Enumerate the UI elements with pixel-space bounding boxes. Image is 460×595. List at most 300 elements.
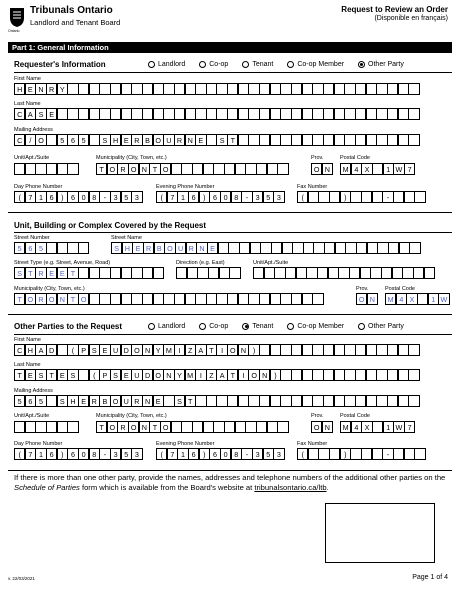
char-box: ( (67, 344, 78, 356)
unit-covered-postal-field[interactable] (385, 293, 449, 305)
street-number-field[interactable] (14, 242, 89, 254)
char-box: S (35, 108, 46, 120)
char-box (355, 83, 366, 95)
char-box (67, 242, 78, 254)
org-name: Tribunals Ontario (30, 5, 113, 16)
note-text-middle: form which is available from the Board's website at (79, 482, 255, 492)
char-box (291, 293, 302, 305)
char-box (280, 293, 291, 305)
divider (14, 72, 452, 73)
day-phone-label: Day Phone Number (14, 184, 63, 190)
mailing-address-label: Mailing Address (14, 127, 53, 133)
other-day-phone-label: Day Phone Number (14, 441, 63, 447)
other-evening-phone-field[interactable] (156, 448, 284, 460)
divider (14, 334, 452, 335)
char-box (256, 421, 267, 433)
char-box (296, 267, 307, 279)
char-box: R (35, 267, 46, 279)
char-box (229, 267, 240, 279)
char-box: 3 (252, 448, 263, 460)
char-box (192, 163, 203, 175)
char-box: W (393, 421, 404, 433)
char-box (302, 395, 313, 407)
other-party-role-radio-co-op-member[interactable] (287, 323, 344, 330)
unit-covered-municipality-field[interactable] (14, 293, 323, 305)
other-postal-field[interactable] (340, 421, 415, 433)
char-box (408, 344, 419, 356)
char-box: O (248, 369, 259, 381)
char-box: 6 (46, 191, 57, 203)
char-box: S (110, 369, 121, 381)
char-box: T (149, 421, 160, 433)
char-box (259, 134, 270, 146)
char-box: O (25, 293, 36, 305)
char-box (238, 108, 249, 120)
char-box (312, 344, 323, 356)
requester-evening-phone-field[interactable] (156, 191, 284, 203)
char-box: U (175, 242, 186, 254)
char-box (376, 344, 387, 356)
other-postal-label: Postal Code (340, 413, 370, 419)
divider (8, 314, 452, 315)
char-box (213, 421, 224, 433)
char-box: S (216, 134, 227, 146)
document-title: Request to Review an Order (341, 5, 448, 14)
requester-role-radio-landlord[interactable] (148, 61, 185, 68)
char-box (78, 242, 89, 254)
version-label: v. 22/03/2021 (8, 576, 35, 581)
char-box (360, 267, 371, 279)
char-box: T (67, 267, 78, 279)
char-box (185, 293, 196, 305)
requester-mailing-address-field[interactable] (14, 134, 419, 146)
char-box: 5 (57, 134, 68, 146)
char-box (280, 108, 291, 120)
requester-postal-field[interactable] (340, 163, 415, 175)
unit-covered-prov-field[interactable] (356, 293, 377, 305)
part-1-heading: Part 1: General Information (8, 42, 452, 53)
char-box (267, 421, 278, 433)
other-parties-heading: Other Parties to the Request (14, 322, 123, 331)
char-box (270, 134, 281, 146)
char-box (174, 293, 185, 305)
char-box (163, 83, 174, 95)
char-box (409, 242, 420, 254)
char-box (312, 108, 323, 120)
char-box: O (160, 421, 171, 433)
char-box (355, 369, 366, 381)
other-evening-phone-label: Evening Phone Number (156, 441, 215, 447)
first-name-label: First Name (14, 76, 41, 82)
char-box (302, 108, 313, 120)
char-box (280, 134, 291, 146)
char-box: C (14, 108, 25, 120)
street-type-field[interactable] (14, 267, 163, 279)
char-box: M (340, 421, 351, 433)
other-unit-field[interactable] (14, 421, 78, 433)
char-box: O (227, 344, 238, 356)
char-box (206, 134, 217, 146)
char-box (121, 83, 132, 95)
char-box: M (185, 369, 196, 381)
char-box: I (238, 369, 249, 381)
char-box (274, 267, 285, 279)
char-box (153, 108, 164, 120)
char-box (372, 191, 383, 203)
char-box: 6 (67, 448, 78, 460)
char-box: P (78, 344, 89, 356)
char-box: 5 (263, 448, 274, 460)
char-box: D (46, 344, 57, 356)
char-box (334, 134, 345, 146)
char-box: 7 (25, 191, 36, 203)
char-box (216, 108, 227, 120)
char-box: U (131, 369, 142, 381)
char-box: 7 (404, 421, 415, 433)
char-box: N (57, 293, 68, 305)
char-box: T (67, 293, 78, 305)
char-box: 5 (35, 242, 46, 254)
radio-circle-icon (287, 61, 294, 68)
char-box: S (14, 267, 25, 279)
char-box: A (195, 344, 206, 356)
char-box (323, 108, 334, 120)
char-box: ) (270, 369, 281, 381)
other-prov-label: Prov. (311, 413, 324, 419)
char-box (218, 242, 229, 254)
char-box (344, 134, 355, 146)
other-fax-field[interactable] (297, 448, 425, 460)
char-box (238, 83, 249, 95)
char-box (89, 108, 100, 120)
char-box (213, 163, 224, 175)
other-municipality-field[interactable] (96, 421, 288, 433)
char-box (219, 267, 230, 279)
char-box (349, 267, 360, 279)
char-box (187, 267, 198, 279)
char-box (181, 421, 192, 433)
char-box (376, 108, 387, 120)
char-box (245, 421, 256, 433)
requester-role-radio-other-party[interactable] (358, 61, 404, 68)
char-box (291, 108, 302, 120)
char-box: T (185, 395, 196, 407)
char-box (227, 293, 238, 305)
other-prov-field[interactable] (311, 421, 332, 433)
char-box: 8 (231, 191, 242, 203)
char-box (387, 369, 398, 381)
other-party-role-radio-label: Tenant (252, 323, 274, 330)
char-box (185, 108, 196, 120)
char-box (387, 83, 398, 95)
char-box (46, 163, 57, 175)
char-box (67, 108, 78, 120)
char-box: U (110, 344, 121, 356)
char-box (99, 267, 110, 279)
other-last-name-field[interactable] (14, 369, 419, 381)
char-box: N (163, 369, 174, 381)
other-party-role-radio-landlord[interactable] (148, 323, 185, 330)
char-box: O (153, 134, 164, 146)
other-first-name-label: First Name (14, 337, 41, 343)
requester-role-radio-label: Landlord (158, 61, 186, 68)
char-box (248, 83, 259, 95)
char-box: O (128, 421, 139, 433)
other-municipality-label: Municipality (City, Town, etc.) (96, 413, 167, 419)
char-box: 0 (220, 191, 231, 203)
char-box (121, 267, 132, 279)
char-box (227, 395, 238, 407)
char-box (302, 134, 313, 146)
char-box: 3 (252, 191, 263, 203)
char-box: 3 (131, 191, 142, 203)
unit-label: Unit/Apt./Suite (14, 155, 50, 161)
char-box (361, 448, 372, 460)
requester-role-radio-co-op-member[interactable] (287, 61, 344, 68)
char-box (376, 134, 387, 146)
page-number: Page 1 of 4 (412, 574, 448, 581)
char-box (355, 108, 366, 120)
char-box: ) (248, 344, 259, 356)
char-box (328, 267, 339, 279)
char-box: M (385, 293, 396, 305)
char-box (291, 83, 302, 95)
requester-role-radio-label: Tenant (252, 61, 274, 68)
char-box: N (322, 163, 333, 175)
ontario-logo-icon (8, 6, 26, 28)
char-box (253, 267, 264, 279)
char-box (308, 448, 319, 460)
radio-circle-icon (199, 61, 206, 68)
char-box (57, 108, 68, 120)
ltb-website-link[interactable]: tribunalsontario.ca/ltb (254, 482, 327, 492)
char-box (398, 344, 409, 356)
other-mailing-field[interactable] (14, 395, 419, 407)
char-box (393, 448, 404, 460)
char-box: W (393, 163, 404, 175)
char-box: D (142, 369, 153, 381)
char-box: E (78, 395, 89, 407)
direction-label: Direction (e.g. East) (176, 260, 225, 266)
char-box (313, 242, 324, 254)
char-box: 1 (383, 163, 394, 175)
char-box (323, 83, 334, 95)
char-box: R (131, 395, 142, 407)
char-box: ) (340, 191, 351, 203)
char-box: 4 (351, 421, 362, 433)
char-box (334, 369, 345, 381)
schedule-of-parties-note (14, 473, 450, 492)
char-box (413, 267, 424, 279)
char-box: 6 (25, 242, 36, 254)
char-box (404, 191, 415, 203)
char-box (57, 344, 68, 356)
char-box (238, 134, 249, 146)
char-box (259, 83, 270, 95)
char-box: H (25, 344, 36, 356)
char-box: I (174, 344, 185, 356)
char-box: O (356, 293, 367, 305)
char-box: N (185, 134, 196, 146)
char-box (414, 191, 425, 203)
other-party-role-radio-tenant[interactable] (242, 323, 273, 330)
char-box (370, 267, 381, 279)
char-box: B (142, 134, 153, 146)
street-type-label: Street Type (e.g. Street, Avenue, Road) (14, 260, 111, 266)
char-box (57, 163, 68, 175)
street-name-field[interactable] (111, 242, 420, 254)
char-box: X (406, 293, 417, 305)
char-box: O (131, 344, 142, 356)
other-day-phone-field[interactable] (14, 448, 142, 460)
char-box (235, 421, 246, 433)
char-box (355, 395, 366, 407)
char-box: 5 (35, 395, 46, 407)
char-box (192, 421, 203, 433)
char-box (227, 83, 238, 95)
char-box (376, 83, 387, 95)
other-party-role-radio-co-op[interactable] (199, 323, 228, 330)
char-box (153, 267, 164, 279)
char-box (398, 83, 409, 95)
char-box (356, 242, 367, 254)
char-box (372, 163, 383, 175)
unit-covered-heading: Unit, Building or Complex Covered by the Request (14, 221, 207, 230)
char-box (224, 421, 235, 433)
requester-first-name-field[interactable] (14, 83, 419, 95)
char-box (361, 191, 372, 203)
char-box (174, 108, 185, 120)
char-box: 6 (188, 448, 199, 460)
char-box: ( (156, 448, 167, 460)
char-box: ) (57, 191, 68, 203)
radio-circle-icon (242, 323, 249, 330)
char-box (302, 293, 313, 305)
char-box: S (89, 344, 100, 356)
char-box: T (206, 344, 217, 356)
char-box (344, 395, 355, 407)
char-box: - (241, 448, 252, 460)
char-box (67, 421, 78, 433)
unit-covered-postal-label: Postal Code (385, 286, 415, 292)
char-box (285, 267, 296, 279)
char-box (142, 83, 153, 95)
char-box (366, 83, 377, 95)
char-box: 3 (273, 448, 284, 460)
char-box: 5 (263, 191, 274, 203)
char-box: R (35, 293, 46, 305)
char-box: P (99, 369, 110, 381)
char-box (89, 267, 100, 279)
char-box: U (163, 134, 174, 146)
char-box (312, 293, 323, 305)
char-box (408, 83, 419, 95)
char-box (270, 83, 281, 95)
char-box: D (121, 344, 132, 356)
char-box: ) (340, 448, 351, 460)
direction-field[interactable] (176, 267, 240, 279)
char-box (67, 83, 78, 95)
char-box (344, 344, 355, 356)
requester-day-phone-field[interactable] (14, 191, 142, 203)
char-box (248, 395, 259, 407)
unit-covered-prov-label: Prov. (356, 286, 369, 292)
board-name: Landlord and Tenant Board (30, 18, 121, 27)
char-box (171, 163, 182, 175)
char-box: O (110, 395, 121, 407)
char-box (329, 191, 340, 203)
other-last-name-label: Last Name (14, 362, 41, 368)
char-box: R (117, 421, 128, 433)
char-box (195, 293, 206, 305)
char-box: O (164, 242, 175, 254)
char-box: 6 (46, 448, 57, 460)
char-box: E (153, 395, 164, 407)
char-box (376, 395, 387, 407)
other-first-name-field[interactable] (14, 344, 419, 356)
char-box (78, 108, 89, 120)
char-box: 6 (25, 395, 36, 407)
requester-role-radio-co-op[interactable] (199, 61, 228, 68)
requester-municipality-field[interactable] (96, 163, 288, 175)
char-box (387, 395, 398, 407)
char-box (398, 134, 409, 146)
char-box: E (195, 134, 206, 146)
char-box (206, 83, 217, 95)
char-box: W (438, 293, 449, 305)
char-box (355, 134, 366, 146)
char-box: T (227, 369, 238, 381)
char-box (335, 242, 346, 254)
char-box (216, 395, 227, 407)
char-box (387, 134, 398, 146)
char-box: R (143, 242, 154, 254)
requester-fax-field[interactable] (297, 191, 425, 203)
requester-unit-field[interactable] (14, 163, 78, 175)
char-box (248, 134, 259, 146)
char-box: O (311, 163, 322, 175)
requester-prov-field[interactable] (311, 163, 332, 175)
other-unit-label: Unit/Apt./Suite (14, 413, 50, 419)
char-box (197, 267, 208, 279)
char-box: 3 (110, 448, 121, 460)
char-box: 3 (273, 191, 284, 203)
char-box (318, 191, 329, 203)
char-box: Y (174, 369, 185, 381)
requester-last-name-field[interactable] (14, 108, 419, 120)
other-party-role-radio-other-party[interactable] (358, 323, 404, 330)
char-box (302, 83, 313, 95)
char-box: E (25, 83, 36, 95)
radio-circle-icon (358, 323, 365, 330)
char-box (260, 242, 271, 254)
char-box (195, 83, 206, 95)
char-box: T (227, 134, 238, 146)
char-box: - (99, 191, 110, 203)
char-box (398, 108, 409, 120)
office-use-box (325, 503, 435, 563)
requester-role-radio-tenant[interactable] (242, 61, 273, 68)
char-box (142, 267, 153, 279)
requester-role-radio-label: Co-op Member (297, 61, 345, 68)
char-box (292, 242, 303, 254)
other-party-role-radio-label: Landlord (158, 323, 186, 330)
char-box (334, 344, 345, 356)
unit-covered-unit-field[interactable] (253, 267, 434, 279)
char-box (344, 369, 355, 381)
char-box: 6 (209, 191, 220, 203)
unit-covered-unit-label: Unit/Apt./Suite (253, 260, 289, 266)
